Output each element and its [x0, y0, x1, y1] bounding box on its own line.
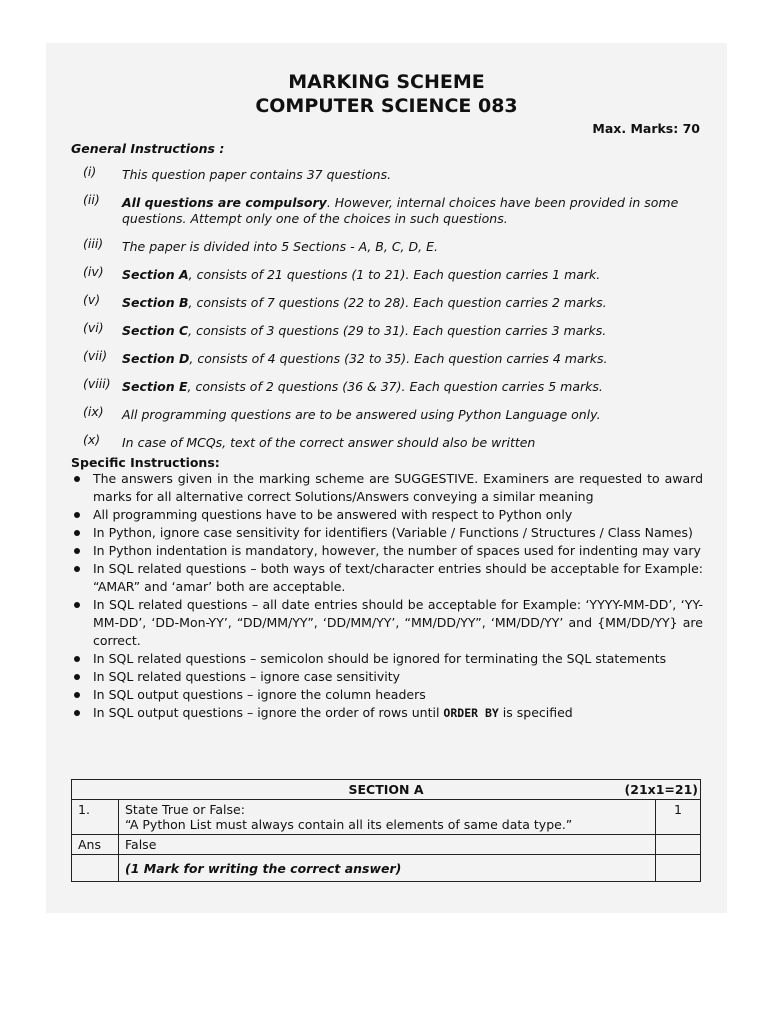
- list-item: In SQL related questions – both ways of text/character entries should be acceptable for Example: “AMAR” and ‘amar’ both are acceptable.: [71, 560, 703, 596]
- specific-instructions-heading: Specific Instructions:: [71, 455, 220, 470]
- section-marks: (21x1=21): [624, 782, 698, 797]
- marking-note: (1 Mark for writing the correct answer): [119, 855, 656, 882]
- instruction-rest: , consists of 7 questions (22 to 28). Each question carries 2 marks.: [188, 295, 607, 310]
- document-subtitle: COMPUTER SCIENCE 083: [255, 95, 518, 117]
- list-item-suffix: is specified: [498, 705, 573, 720]
- empty-cell: [72, 855, 119, 882]
- list-item: In SQL related questions – semicolon should be ignored for terminating the SQL statements: [71, 650, 703, 668]
- list-item: In SQL related questions – all date entries should be acceptable for Example: ‘YYYY-MM-DD’, ‘YY-MM-DD’, ‘DD-Mon-YY’, “DD/MM/YY”, ‘DD/MM/YY’, “MM/DD/YY”, ‘MM/DD/YY’ and {MM/DD/YY} are correct.: [71, 596, 703, 650]
- instruction-number: (viii): [83, 376, 111, 391]
- list-item: [71, 704, 703, 722]
- instruction-number: (iii): [83, 236, 104, 251]
- instruction-text: The paper is divided into 5 Sections - A, B, C, D, E.: [122, 239, 438, 254]
- answer-label: Ans: [72, 835, 119, 855]
- question-marks: 1: [656, 800, 701, 835]
- section-title: SECTION A: [348, 782, 424, 797]
- instruction-text: [122, 379, 707, 395]
- order-by-keyword: ORDER BY: [443, 706, 499, 720]
- answer-value: False: [119, 835, 656, 855]
- instruction-text: [122, 195, 707, 227]
- table-row: [72, 800, 701, 835]
- general-instructions-heading: General Instructions :: [71, 141, 225, 156]
- instruction-number: (ix): [83, 404, 104, 419]
- section-a-table: [71, 779, 701, 882]
- instruction-text: All programming questions are to be answered using Python Language only.: [122, 407, 601, 422]
- list-item-prefix: In SQL output questions – ignore the order of rows until: [93, 705, 444, 720]
- instruction-text: [122, 351, 707, 367]
- instruction-rest: , consists of 4 questions (32 to 35). Each question carries 4 marks.: [189, 351, 608, 366]
- instruction-bold: Section A: [122, 267, 189, 282]
- instruction-number: (x): [83, 432, 101, 447]
- table-row: [72, 780, 701, 800]
- list-item: The answers given in the marking scheme are SUGGESTIVE. Examiners are requested to award marks for all alternative correct Solutions/Answers conveying a similar meaning: [71, 470, 703, 506]
- instruction-number: (i): [83, 164, 97, 179]
- empty-cell: [656, 835, 701, 855]
- instruction-bold: Section B: [122, 295, 189, 310]
- list-item: In SQL output questions – ignore the column headers: [71, 686, 703, 704]
- question-cell: [119, 800, 656, 835]
- instruction-bold: Section C: [122, 323, 189, 338]
- specific-instructions-list: [71, 470, 703, 722]
- section-header-cell: [72, 780, 701, 800]
- question-prompt: State True or False:: [125, 802, 245, 817]
- instruction-rest: , consists of 21 questions (1 to 21). Each question carries 1 mark.: [188, 267, 601, 282]
- instruction-number: (v): [83, 292, 101, 307]
- document-page: [46, 43, 727, 913]
- instruction-number: (ii): [83, 192, 100, 207]
- instruction-number: (vii): [83, 348, 108, 363]
- instruction-text: [122, 323, 707, 339]
- max-marks: Max. Marks: 70: [592, 121, 700, 136]
- instruction-bold: Section E: [122, 379, 188, 394]
- instruction-rest: . However, internal choices have been provided in some questions. Attempt only one of the choices in such questions.: [122, 195, 679, 226]
- instruction-bold: All questions are compulsory: [122, 195, 327, 210]
- instruction-rest: , consists of 2 questions (36 & 37). Each question carries 5 marks.: [187, 379, 603, 394]
- instruction-rest: , consists of 3 questions (29 to 31). Each question carries 3 marks.: [188, 323, 607, 338]
- instruction-text: This question paper contains 37 questions.: [122, 167, 392, 182]
- instruction-text: [122, 267, 707, 283]
- table-row: [72, 835, 701, 855]
- list-item: All programming questions have to be answered with respect to Python only: [71, 506, 703, 524]
- empty-cell: [656, 855, 701, 882]
- list-item: In Python, ignore case sensitivity for identifiers (Variable / Functions / Structures / Class Names): [71, 524, 703, 542]
- instruction-text: In case of MCQs, text of the correct answer should also be written: [122, 435, 536, 450]
- question-number: 1.: [72, 800, 119, 835]
- instruction-text: [122, 295, 707, 311]
- question-statement: “A Python List must always contain all its elements of same data type.”: [125, 817, 573, 832]
- table-row: [72, 855, 701, 882]
- list-item: In Python indentation is mandatory, however, the number of spaces used for indenting may vary: [71, 542, 703, 560]
- document-title: MARKING SCHEME: [288, 71, 485, 93]
- instruction-bold: Section D: [122, 351, 190, 366]
- instruction-number: (vi): [83, 320, 104, 335]
- list-item: In SQL related questions – ignore case sensitivity: [71, 668, 703, 686]
- instruction-number: (iv): [83, 264, 104, 279]
